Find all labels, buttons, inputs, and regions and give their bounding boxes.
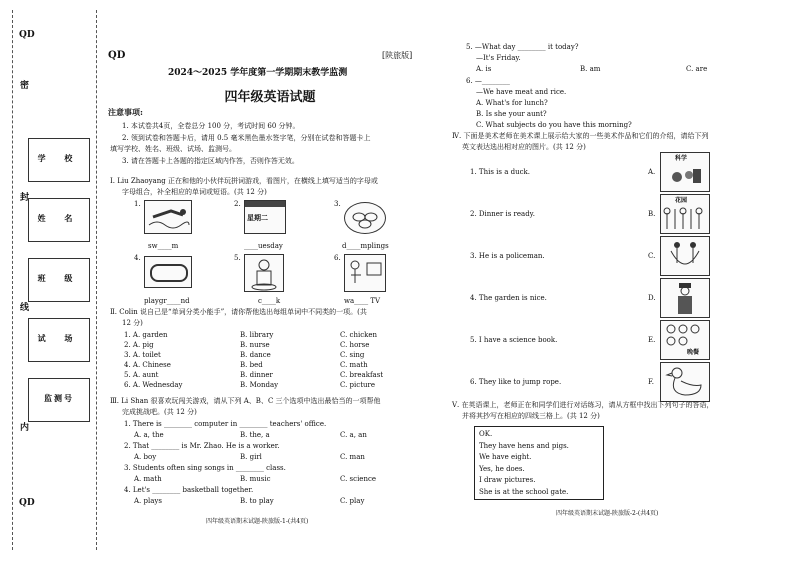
item-number: 2. (234, 200, 241, 208)
option-c[interactable]: C. a, an (340, 431, 367, 439)
option-a[interactable]: 1. A. garden (124, 331, 168, 339)
option-b[interactable]: B. am (580, 65, 601, 73)
item-word: wa____ TV (344, 297, 381, 305)
option-b[interactable]: B. Monday (240, 381, 279, 389)
section5-heading-2: 并将其抄写在相应的四线三格上。(共 12 分) (462, 412, 600, 420)
option-a[interactable]: A. plays (134, 497, 162, 505)
garden-icon: 花园 (660, 194, 710, 234)
option-c[interactable]: C. picture (340, 381, 376, 389)
picture-letter: C. (648, 252, 656, 260)
option-b[interactable]: B. bed (240, 361, 263, 369)
option-c[interactable]: C. man (340, 453, 365, 461)
option-b[interactable]: B. dinner (240, 371, 273, 379)
class-field[interactable]: 班 级 (28, 258, 90, 302)
section4-heading: Ⅳ. 下面是美术老师在美术课上展示给大家的一些美术作品和它们的介绍，请给下列 (452, 132, 709, 140)
item-number: 6. (334, 254, 341, 262)
answer-option: Yes, he does. (479, 464, 525, 473)
item-number: 3. (334, 200, 341, 208)
science-book-icon: 科学 (660, 152, 710, 192)
item-word: sw____m (148, 242, 179, 250)
playground-icon (144, 256, 192, 288)
option-a[interactable]: A. boy (134, 453, 157, 461)
item-number: 1. (134, 200, 141, 208)
notice-item: 2. 领到试卷和答题卡后，请用 0.5 毫米黑色墨水签字笔，分别在试卷和答题卡上 (122, 134, 371, 142)
option-c[interactable]: C. horse (340, 341, 370, 349)
section2-col-b (240, 330, 278, 390)
question-stem: 5. —What day ________ it today? (466, 43, 579, 51)
option-b[interactable]: B. dance (240, 351, 271, 359)
option-c[interactable]: C. chicken (340, 331, 378, 339)
dashed-line (12, 10, 13, 550)
answer-option: She is at the school gate. (479, 487, 569, 496)
section2-heading-2: 12 分) (122, 319, 143, 327)
item-word: c____k (258, 297, 281, 305)
footer-right: 四年级英语期末试题-陕旅版-2-(共4页) (556, 510, 659, 517)
exam-line: 2024～2025 学年度第一学期期末教学监测 (168, 68, 348, 78)
binding-code: QD (19, 30, 35, 40)
version-label: [陕旅版] (382, 51, 413, 60)
answer-option: They have hens and pigs. (479, 441, 569, 450)
option-c[interactable]: C. math (340, 361, 368, 369)
notice-item: 1. 本试卷共4页，全卷总分 100 分，考试时间 60 分钟。 (122, 122, 300, 130)
option-a[interactable]: A. What's for lunch? (476, 99, 548, 107)
section1-heading-2: 字母组合，补全相应的单词或短语。(共 12 分) (122, 188, 267, 196)
option-b[interactable]: B. library (240, 331, 274, 339)
item-word: d____mplings (342, 242, 389, 250)
answer-option: OK. (479, 430, 493, 438)
tv-icon (344, 254, 386, 292)
option-b[interactable]: B. the, a (240, 431, 270, 439)
dumplings-icon (344, 202, 386, 234)
binding-code-bottom: QD (19, 498, 35, 508)
question-stem: 6. —________ (466, 77, 510, 85)
option-a[interactable]: 3. A. toilet (124, 351, 161, 359)
sentence: 4. The garden is nice. (470, 294, 547, 302)
item-word: ____uesday (244, 242, 283, 250)
exam-code: QD (108, 50, 126, 61)
sentence: 6. They like to jump rope. (470, 378, 562, 386)
duck-icon (660, 362, 710, 402)
notice-item: 3. 请在答题卡上各题的指定区域内作答，否则作答无效。 (122, 157, 299, 165)
option-a[interactable]: 2. A. pig (124, 341, 154, 349)
picture-letter: A. (648, 168, 656, 176)
sentence: 2. Dinner is ready. (470, 210, 535, 218)
picture-letter: F. (648, 378, 654, 386)
notice-heading: 注意事项: (108, 107, 143, 117)
sentence: 3. He is a policeman. (470, 252, 545, 260)
picture-letter: E. (648, 336, 656, 344)
option-b[interactable]: B. Is she your aunt? (476, 110, 547, 118)
notice-item: 填写学校、姓名、班级、试场、监测号。 (110, 145, 236, 153)
dinner-icon: 晚餐 (660, 320, 710, 360)
sentence: 5. I have a science book. (470, 336, 558, 344)
policeman-icon (660, 278, 710, 318)
answer-box (474, 426, 604, 500)
option-c[interactable]: C. breakfast (340, 371, 384, 379)
question-stem: 2. That ________ is Mr. Zhao. He is a worker. (124, 442, 280, 450)
option-c[interactable]: C. are (686, 65, 708, 73)
option-c[interactable]: C. science (340, 475, 377, 483)
binding-strip (0, 0, 104, 561)
option-a[interactable]: A. a, the (134, 431, 164, 439)
section2-col-a (124, 330, 183, 390)
binding-mark: 封 (20, 193, 30, 203)
section1-heading: Ⅰ. Liu Zhaoyang 正在和他的小伙伴玩拼词游戏，看图片，在横线上填写适当的字母或 (110, 177, 378, 185)
sentence: 1. This is a duck. (470, 168, 530, 176)
page-title: 四年级英语试题 (224, 90, 316, 105)
item-number: 4. (134, 254, 141, 262)
section3-heading-2: 完成挑战吧。(共 12 分) (122, 408, 197, 416)
section3-heading: Ⅲ. Li Shan 很喜欢玩闯关游戏，请从下列 A、B、C 三个选项中选出最恰当的一项帮他 (110, 397, 381, 405)
question-stem: 4. Let's ________ basketball together. (124, 486, 254, 494)
exam-number-field[interactable]: 监测号 (28, 378, 90, 422)
option-a[interactable]: 4. A. Chinese (124, 361, 171, 369)
option-c[interactable]: C. sing (340, 351, 365, 359)
school-field[interactable]: 学 校 (28, 138, 90, 182)
binding-mark: 内 (20, 423, 30, 433)
item-number: 5. (234, 254, 241, 262)
option-a[interactable]: 6. A. Wednesday (124, 381, 183, 389)
section4-heading-2: 英文表达选出相对应的图片。(共 12 分) (462, 143, 586, 151)
option-b[interactable]: B. to play (240, 497, 274, 505)
question-stem: 3. Students often sing songs in ________ class. (124, 464, 286, 472)
exam-room-field[interactable]: 试 场 (28, 318, 90, 362)
name-field[interactable]: 姓 名 (28, 198, 90, 242)
section2-col-c (340, 330, 383, 390)
question-reply: —We have meat and rice. (476, 88, 567, 96)
answer-option: We have eight. (479, 453, 532, 461)
option-b[interactable]: B. nurse (240, 341, 270, 349)
option-c[interactable]: C. What subjects do you have this morning? (476, 121, 632, 129)
question-stem: 1. There is ________ computer in ________ teachers' office. (124, 420, 327, 428)
binding-mark: 线 (20, 303, 30, 313)
calendar-icon: 星期二 (244, 200, 286, 234)
item-word: playgr____nd (144, 297, 190, 305)
footer-left: 四年级英语期末试题-陕旅版-1-(共4页) (206, 518, 309, 525)
dashed-line (96, 10, 97, 550)
binding-mark: 密 (20, 81, 30, 91)
section5-heading: Ⅴ. 在英语课上，老师正在和同学们进行对话练习，请从方框中找出下列句子的答语， (452, 401, 714, 409)
question-reply: —It's Friday. (476, 54, 521, 62)
picture-letter: B. (648, 210, 656, 218)
picture-letter: D. (648, 294, 656, 302)
swimming-icon (144, 200, 192, 234)
option-a[interactable]: A. is (476, 65, 492, 73)
option-a[interactable]: A. math (134, 475, 162, 483)
option-b[interactable]: B. girl (240, 453, 262, 461)
jump-rope-icon (660, 236, 710, 276)
option-c[interactable]: C. play (340, 497, 365, 505)
option-a[interactable]: 5. A. aunt (124, 371, 159, 379)
cook-icon (244, 254, 284, 292)
section2-heading: Ⅱ. Colin 说自己是“单词分类小能手”，请你帮他选出每组单词中不同类的一项。(共 (110, 308, 367, 316)
option-b[interactable]: B. music (240, 475, 271, 483)
answer-option: I draw pictures. (479, 476, 536, 484)
